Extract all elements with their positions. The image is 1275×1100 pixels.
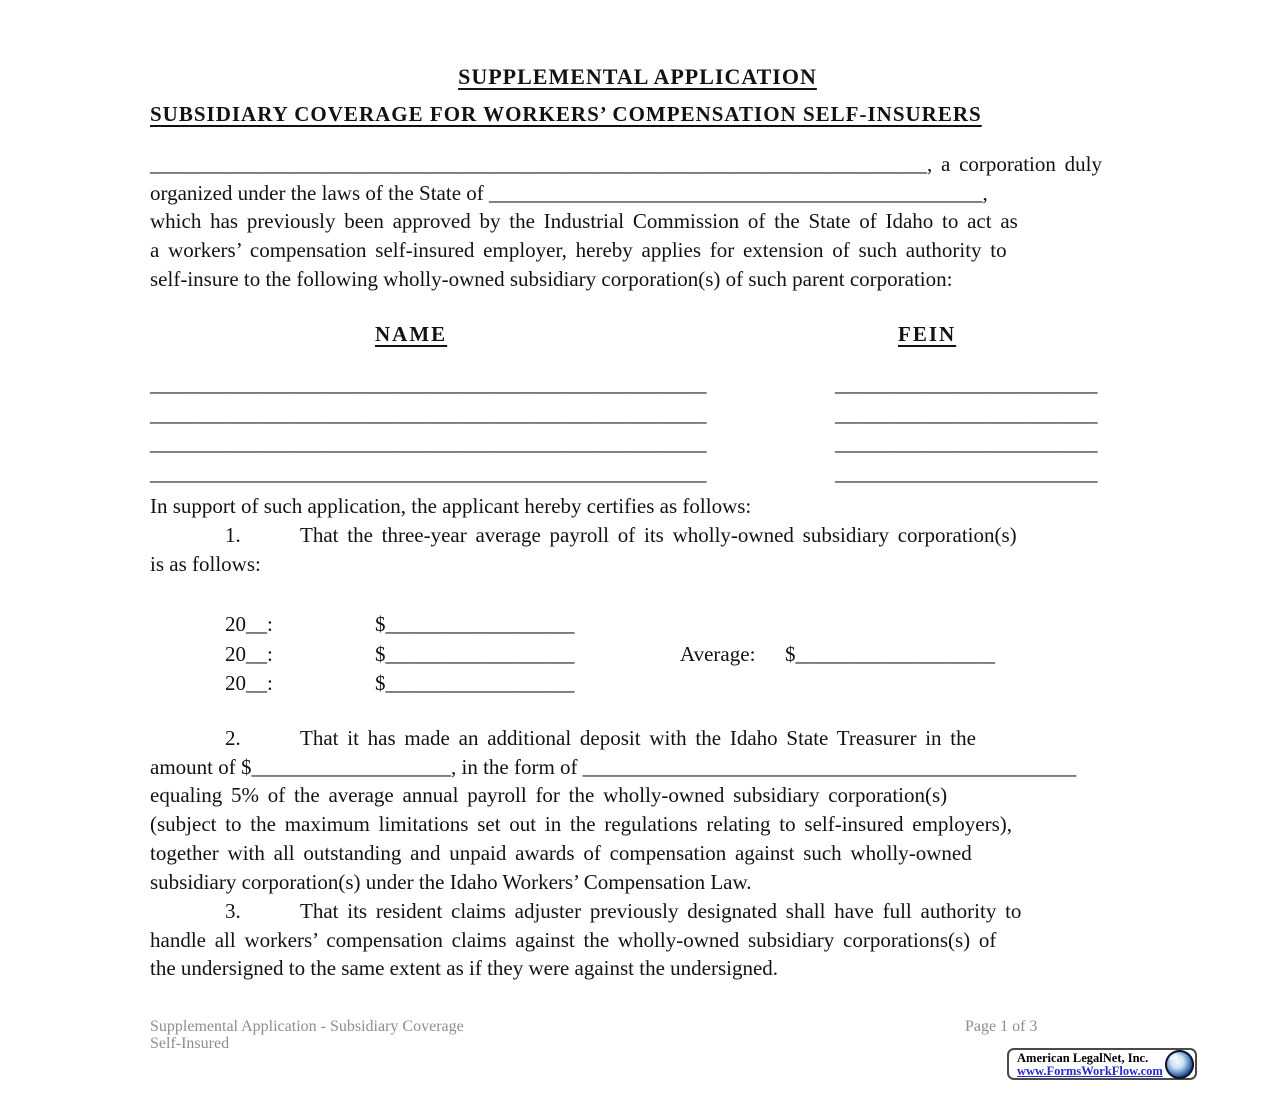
payroll-year-blank: 20__: [225,612,273,636]
subsidiary-fein-blank: _________________________ [835,461,1098,486]
deposit-amount-blank: amount of $___________________, in the form of _______________________________________________ [150,754,1077,779]
certification-lead: In support of such application, the applicant hereby certifies as follows: [150,494,752,518]
text-line [150,897,1135,926]
text-line: equaling 5% of the average annual payroll for the wholly-owned subsidiary corporation(s) [150,783,948,808]
payroll-row [150,610,1135,640]
globe-icon [1165,1050,1194,1079]
subsidiary-table-rows [150,370,1135,489]
payroll-table [150,610,1135,699]
footer-document-name [150,1018,464,1052]
subsidiary-table-headers [150,322,1135,352]
legalnet-company-name: American LegalNet, Inc. [1017,1051,1149,1065]
certification-item-2 [150,724,1135,896]
subsidiary-name-blank: _____________________________________________________ [150,431,707,456]
page-title: SUPPLEMENTAL APPLICATION [458,64,817,89]
formsworkflow-link[interactable]: www.FormsWorkFlow.com [1017,1064,1163,1078]
page-subtitle: SUBSIDIARY COVERAGE FOR WORKERS’ COMPENSATION SELF-INSURERS [150,102,982,126]
item-number: 1. [225,523,241,547]
certification-item-1 [150,521,1135,578]
page-number-label: Page 1 of 3 [965,1018,1038,1035]
text-line: the undersigned to the same extent as if they were against the undersigned. [150,956,779,981]
text-line: which has previously been approved by the Industrial Commission of the State of Idaho to act as [150,209,1018,234]
text-line: self-insure to the following wholly-owned subsidiary corporation(s) of such parent corporation: [150,266,953,291]
fein-column-header: FEIN [898,322,957,346]
payroll-year-blank: 20__: [225,671,273,696]
text-line: handle all workers’ compensation claims against the wholly-owned subsidiary corporations(s) of [150,927,997,952]
text-line [150,724,1135,753]
subsidiary-fein-blank: _________________________ [835,401,1098,426]
intro-paragraph [150,150,1135,294]
name-column-header: NAME [375,322,448,346]
payroll-row [150,640,1135,670]
subsidiary-name-blank: _____________________________________________________ [150,401,707,426]
text-line: together with all outstanding and unpaid awards of compensation against such wholly-owned [150,840,972,865]
item-text: That the three-year average payroll of its wholly-owned subsidiary corporation(s) [300,523,1017,547]
text-line: is as follows: [150,551,261,576]
item-text: That it has made an additional deposit with the Idaho State Treasurer in the [300,726,976,750]
footer-doc-line2: Self-Insured [150,1035,230,1052]
subsidiary-name-blank: _____________________________________________________ [150,372,707,396]
average-label: Average: [680,641,756,666]
text-line: (subject to the maximum limitations set out in the regulations relating to self-insured employers), [150,812,1012,837]
certification-item-3 [150,897,1135,983]
average-amount-blank: $___________________ [785,641,995,666]
text-line: a workers’ compensation self-insured employer, hereby applies for extension of such authority to [150,238,1007,263]
payroll-amount-blank: $__________________ [375,641,575,666]
state-of-organization-blank: organized under the laws of the State of _______________________________________________, [150,180,988,205]
payroll-amount-blank: $__________________ [375,671,575,696]
item-number: 3. [225,899,241,923]
footer-doc-line1: Supplemental Application - Subsidiary Coverage [150,1018,464,1035]
text-line: subsidiary corporation(s) under the Idaho Workers’ Compensation Law. [150,869,752,894]
payroll-row [150,669,1135,699]
payroll-year-blank: 20__: [225,641,273,666]
table-row [150,459,1135,489]
subsidiary-name-blank: _____________________________________________________ [150,461,707,486]
parent-corporation-name-blank: __________________________________________________________________________, a corporation duly [150,152,1102,176]
text-line [150,521,1135,550]
table-row [150,429,1135,459]
payroll-amount-blank: $__________________ [375,612,575,636]
table-row [150,400,1135,430]
item-number: 2. [225,726,241,750]
table-row [150,370,1135,400]
subsidiary-fein-blank: _________________________ [835,372,1098,396]
subsidiary-fein-blank: _________________________ [835,431,1098,456]
american-legalnet-badge [1007,1048,1197,1080]
item-text: That its resident claims adjuster previously designated shall have full authority to [300,899,1022,923]
